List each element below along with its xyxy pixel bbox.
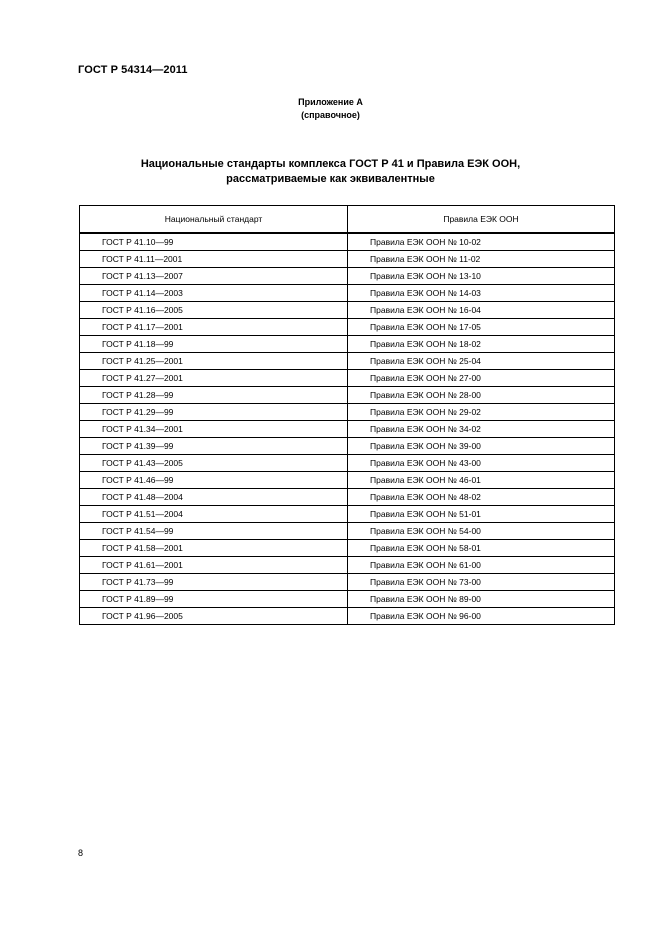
unece-regulation-cell: Правила ЕЭК ООН № 48-02	[348, 489, 615, 506]
annex-note: (справочное)	[301, 110, 360, 120]
unece-regulation-cell: Правила ЕЭК ООН № 13-10	[348, 268, 615, 285]
national-standard-cell: ГОСТ Р 41.29—99	[80, 404, 348, 421]
national-standard-cell: ГОСТ Р 41.51—2004	[80, 506, 348, 523]
table-row	[80, 608, 615, 625]
national-standard-cell: ГОСТ Р 41.54—99	[80, 523, 348, 540]
unece-regulation-cell: Правила ЕЭК ООН № 14-03	[348, 285, 615, 302]
table-row	[80, 370, 615, 387]
unece-regulation-cell: Правила ЕЭК ООН № 11-02	[348, 251, 615, 268]
table-row	[80, 336, 615, 353]
table-header-row	[80, 206, 615, 234]
column-header-unece-regulation: Правила ЕЭК ООН	[348, 206, 615, 234]
national-standard-cell: ГОСТ Р 41.13—2007	[80, 268, 348, 285]
unece-regulation-cell: Правила ЕЭК ООН № 10-02	[348, 233, 615, 251]
column-header-national-standard: Национальный стандарт	[80, 206, 348, 234]
table-body	[80, 233, 615, 625]
unece-regulation-cell: Правила ЕЭК ООН № 39-00	[348, 438, 615, 455]
national-standard-cell: ГОСТ Р 41.48—2004	[80, 489, 348, 506]
national-standard-cell: ГОСТ Р 41.34—2001	[80, 421, 348, 438]
unece-regulation-cell: Правила ЕЭК ООН № 43-00	[348, 455, 615, 472]
table-row	[80, 574, 615, 591]
national-standard-cell: ГОСТ Р 41.96—2005	[80, 608, 348, 625]
table-row	[80, 387, 615, 404]
national-standard-cell: ГОСТ Р 41.18—99	[80, 336, 348, 353]
table-title	[0, 157, 661, 187]
document-id: ГОСТ Р 54314—2011	[78, 64, 188, 76]
annex-heading	[0, 96, 661, 122]
unece-regulation-cell: Правила ЕЭК ООН № 17-05	[348, 319, 615, 336]
standards-table	[79, 205, 615, 625]
table-row	[80, 285, 615, 302]
unece-regulation-cell: Правила ЕЭК ООН № 58-01	[348, 540, 615, 557]
table-row	[80, 506, 615, 523]
national-standard-cell: ГОСТ Р 41.43—2005	[80, 455, 348, 472]
table-title-line-1: Национальные стандарты комплекса ГОСТ Р 41 и Правила ЕЭК ООН,	[140, 158, 521, 170]
unece-regulation-cell: Правила ЕЭК ООН № 54-00	[348, 523, 615, 540]
table-row	[80, 489, 615, 506]
table-row	[80, 251, 615, 268]
unece-regulation-cell: Правила ЕЭК ООН № 89-00	[348, 591, 615, 608]
national-standard-cell: ГОСТ Р 41.11—2001	[80, 251, 348, 268]
national-standard-cell: ГОСТ Р 41.46—99	[80, 472, 348, 489]
unece-regulation-cell: Правила ЕЭК ООН № 34-02	[348, 421, 615, 438]
table-title-line-2: рассматриваемые как эквивалентные	[226, 173, 435, 185]
table-row	[80, 421, 615, 438]
national-standard-cell: ГОСТ Р 41.16—2005	[80, 302, 348, 319]
national-standard-cell: ГОСТ Р 41.14—2003	[80, 285, 348, 302]
national-standard-cell: ГОСТ Р 41.58—2001	[80, 540, 348, 557]
national-standard-cell: ГОСТ Р 41.17—2001	[80, 319, 348, 336]
table-row	[80, 540, 615, 557]
table-row	[80, 268, 615, 285]
table-row	[80, 319, 615, 336]
table-row	[80, 557, 615, 574]
table-row	[80, 438, 615, 455]
table-row	[80, 472, 615, 489]
national-standard-cell: ГОСТ Р 41.89—99	[80, 591, 348, 608]
unece-regulation-cell: Правила ЕЭК ООН № 28-00	[348, 387, 615, 404]
national-standard-cell: ГОСТ Р 41.28—99	[80, 387, 348, 404]
national-standard-cell: ГОСТ Р 41.39—99	[80, 438, 348, 455]
unece-regulation-cell: Правила ЕЭК ООН № 46-01	[348, 472, 615, 489]
table-row	[80, 455, 615, 472]
national-standard-cell: ГОСТ Р 41.10—99	[80, 233, 348, 251]
unece-regulation-cell: Правила ЕЭК ООН № 96-00	[348, 608, 615, 625]
table-row	[80, 353, 615, 370]
unece-regulation-cell: Правила ЕЭК ООН № 51-01	[348, 506, 615, 523]
unece-regulation-cell: Правила ЕЭК ООН № 27-00	[348, 370, 615, 387]
unece-regulation-cell: Правила ЕЭК ООН № 73-00	[348, 574, 615, 591]
national-standard-cell: ГОСТ Р 41.61—2001	[80, 557, 348, 574]
unece-regulation-cell: Правила ЕЭК ООН № 29-02	[348, 404, 615, 421]
unece-regulation-cell: Правила ЕЭК ООН № 16-04	[348, 302, 615, 319]
national-standard-cell: ГОСТ Р 41.27—2001	[80, 370, 348, 387]
table-row	[80, 233, 615, 251]
unece-regulation-cell: Правила ЕЭК ООН № 25-04	[348, 353, 615, 370]
table-row	[80, 404, 615, 421]
page-number: 8	[78, 848, 84, 858]
unece-regulation-cell: Правила ЕЭК ООН № 61-00	[348, 557, 615, 574]
table-row	[80, 302, 615, 319]
unece-regulation-cell: Правила ЕЭК ООН № 18-02	[348, 336, 615, 353]
annex-label: Приложение А	[298, 97, 363, 107]
table-row	[80, 591, 615, 608]
national-standard-cell: ГОСТ Р 41.25—2001	[80, 353, 348, 370]
national-standard-cell: ГОСТ Р 41.73—99	[80, 574, 348, 591]
table-row	[80, 523, 615, 540]
